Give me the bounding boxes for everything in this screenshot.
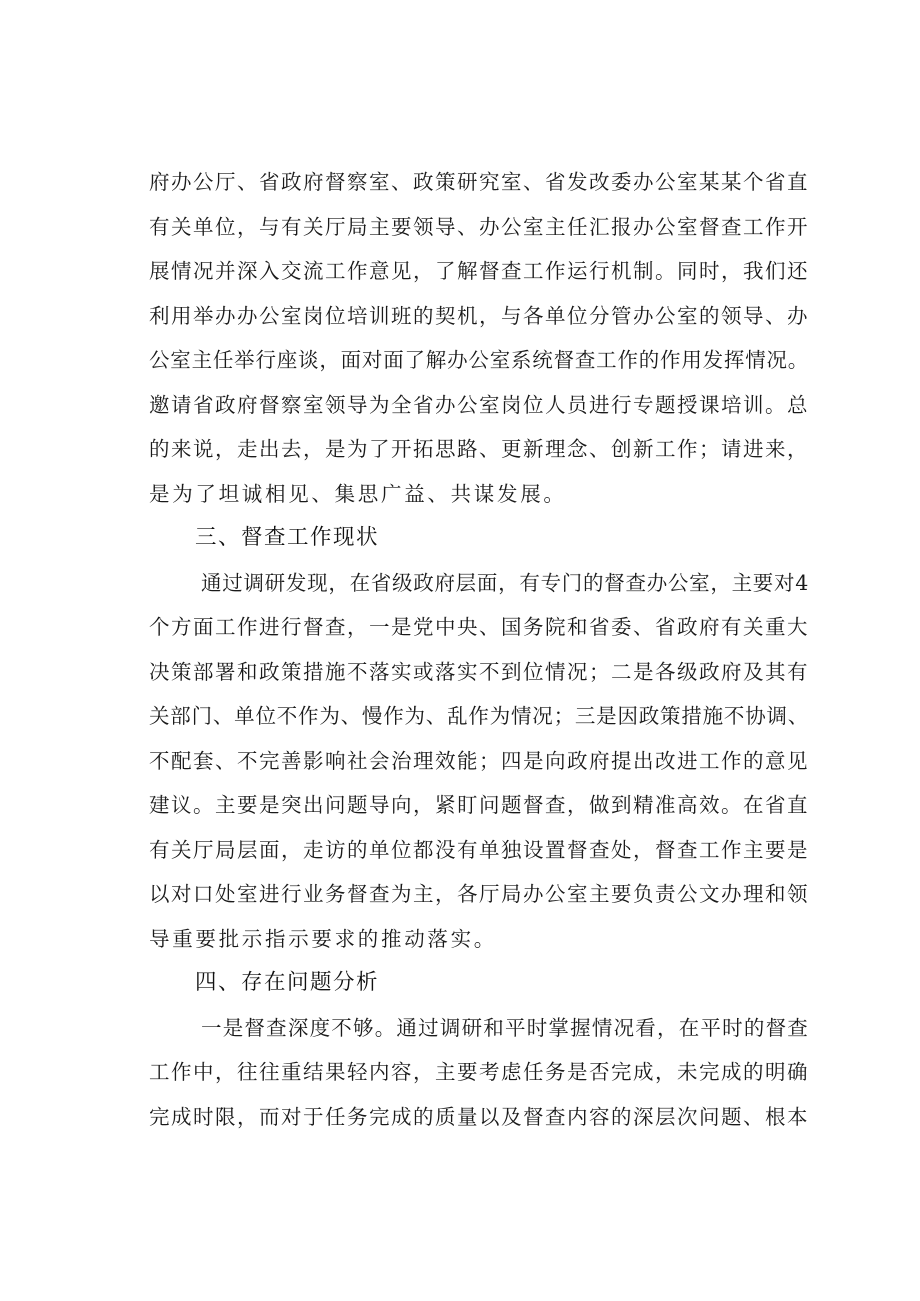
text-line: 府办公厅、省政府督察室、政策研究室、省发改委办公室某某个省直 xyxy=(149,170,809,194)
text-line: 决策部署和政策措施不落实或落实不到位情况；二是各级政府及其有 xyxy=(149,659,809,684)
document-body xyxy=(149,160,809,1139)
text-line: 建议。主要是突出问题导向，紧盯问题督查，做到精准高效。在省直 xyxy=(149,793,809,817)
paragraph-intro xyxy=(149,160,809,516)
section-heading-problems: 四、存在问题分析 xyxy=(195,970,380,995)
text-line: 导重要批示指示要求的推动落实。 xyxy=(149,926,497,951)
section-heading-status: 三、督查工作现状 xyxy=(195,525,380,550)
text-line: 工作中，往往重结果轻内容，主要考虑任务是否完成，未完成的明确 xyxy=(149,1060,809,1084)
text-line: 关部门、单位不作为、慢作为、乱作为情况；三是因政策措施不协调、 xyxy=(149,704,809,728)
text-line: 利用举办办公室岗位培训班的契机，与各单位分管办公室的领导、办 xyxy=(149,303,809,328)
text-line: 邀请省政府督察室领导为全省办公室岗位人员进行专题授课培训。总 xyxy=(149,392,809,417)
text-line: 一是督查深度不够。通过调研和平时掌握情况看，在平时的督查 xyxy=(201,1015,809,1040)
text-line: 完成时限，而对于任务完成的质量以及督查内容的深层次问题、根本 xyxy=(149,1104,809,1129)
text-line: 以对口处室进行业务督查为主，各厅局办公室主要负责公文办理和领 xyxy=(149,882,809,906)
text-line: 个方面工作进行督查，一是党中央、国务院和省委、省政府有关重大 xyxy=(149,615,809,639)
text-line: 有关厅局层面，走访的单位都没有单独设置督查处，督查工作主要是 xyxy=(149,837,809,862)
paragraph-problems xyxy=(149,1006,809,1140)
paragraph-status xyxy=(149,561,809,962)
text-line: 的来说，走出去，是为了开拓思路、更新理念、创新工作；请进来， xyxy=(149,437,809,461)
text-line: 展情况并深入交流工作意见，了解督查工作运行机制。同时，我们还 xyxy=(149,259,809,283)
text-line: 是为了坦诚相见、集思广益、共谋发展。 xyxy=(149,481,567,506)
text-line: 不配套、不完善影响社会治理效能；四是向政府提出改进工作的意见 xyxy=(149,748,809,773)
text-line: 公室主任举行座谈，面对面了解办公室系统督查工作的作用发挥情况。 xyxy=(149,348,809,372)
text-line: 有关单位，与有关厅局主要领导、办公室主任汇报办公室督查工作开 xyxy=(149,214,809,239)
text-line: 通过调研发现，在省级政府层面，有专门的督查办公室，主要对4 xyxy=(201,570,809,595)
